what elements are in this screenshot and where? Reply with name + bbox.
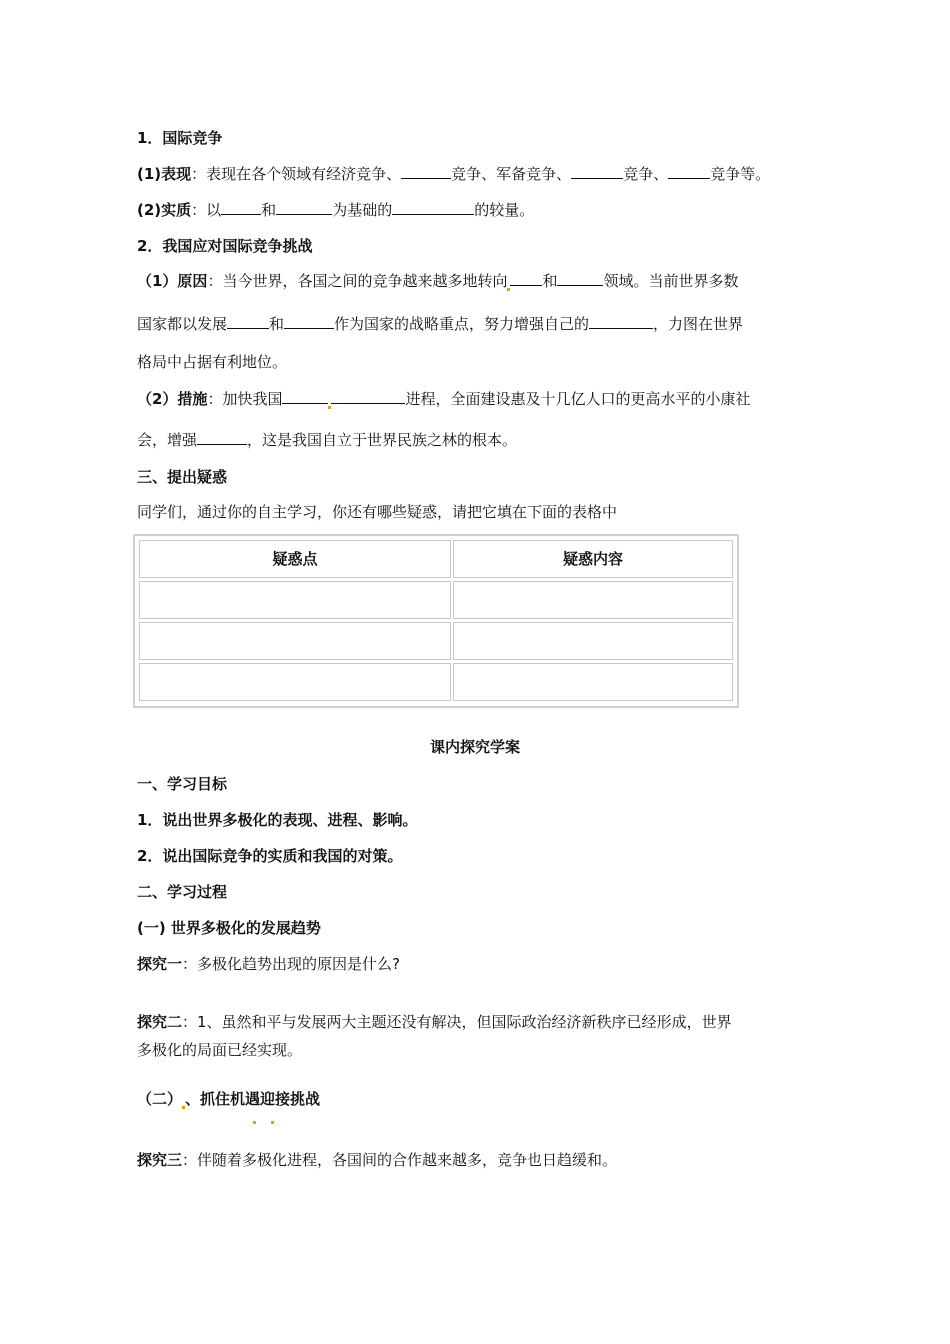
label-reason: （1）原因 <box>137 272 208 290</box>
label-essence: (2)实质 <box>137 201 192 219</box>
doubts-intro: 同学们，通过你的自主学习，你还有哪些疑惑，请把它填在下面的表格中 <box>137 503 618 521</box>
table-cell[interactable] <box>453 663 733 701</box>
section-heading-doubts: 三、提出疑惑 <box>137 468 228 486</box>
mark-dot <box>271 1121 274 1124</box>
text: 竞争等。 <box>710 165 771 183</box>
fill-blank[interactable] <box>197 430 247 445</box>
text: ，力图在世界 <box>653 315 744 333</box>
text: 和 <box>542 272 558 290</box>
text: 和 <box>269 315 285 333</box>
table-header-doubt-content: 疑惑内容 <box>453 540 733 578</box>
paragraph-manifestation <box>137 164 770 184</box>
section-title-inclass: 课内探究学案 <box>429 738 520 756</box>
text: ：加快我国 <box>207 390 283 408</box>
fill-blank[interactable] <box>571 164 623 179</box>
part-2-number: （二） <box>137 1090 183 1108</box>
heading-process: 二、学习过程 <box>137 883 228 901</box>
paragraph-reason <box>137 271 738 291</box>
text: ，这是我国自立于世界民族之林的根本。 <box>247 431 518 449</box>
mark-dot <box>253 1121 256 1124</box>
text: ：表现在各个领域有经济竞争、 <box>191 165 402 183</box>
text: 会，增强 <box>137 431 198 449</box>
explore-3 <box>137 1150 617 1170</box>
explore-2-label: 探究二 <box>137 1013 183 1031</box>
text: 国家都以发展 <box>137 315 228 333</box>
heading-part-2 <box>137 1089 320 1109</box>
paragraph-measures <box>137 389 750 409</box>
heading-part-1: (一) 世界多极化的发展趋势 <box>137 919 321 937</box>
paragraph-measures-cont <box>137 430 517 450</box>
fill-blank[interactable] <box>227 314 269 329</box>
fill-blank[interactable] <box>221 200 261 215</box>
mark-dot <box>328 406 331 409</box>
fill-blank[interactable] <box>668 164 710 179</box>
text: 为基础的 <box>332 201 393 219</box>
fill-blank[interactable] <box>276 200 332 215</box>
table-cell[interactable] <box>453 622 733 660</box>
label-manifestation: (1)表现 <box>137 165 192 183</box>
paragraph-essence <box>137 200 534 220</box>
fill-blank[interactable] <box>284 314 334 329</box>
text: 作为国家的战略重点，努力增强自己的 <box>334 315 590 333</box>
section-heading-response: 2．我国应对国际竞争挑战 <box>137 237 313 255</box>
fill-blank[interactable] <box>401 164 451 179</box>
explore-3-label: 探究三 <box>137 1151 183 1169</box>
text: ：以 <box>191 201 222 219</box>
explore-2 <box>137 1012 732 1032</box>
goal-item-1: 1．说出世界多极化的表现、进程、影响。 <box>137 811 418 829</box>
text: 进程，全面建设惠及十几亿人口的更高水平的小康社 <box>405 390 751 408</box>
fill-blank[interactable] <box>557 271 603 286</box>
fill-blank[interactable] <box>331 389 405 404</box>
text: 领域。当前世界多数 <box>603 272 739 290</box>
text: 竞争、 <box>623 165 669 183</box>
explore-1-label: 探究一 <box>137 955 183 973</box>
fill-blank[interactable] <box>392 200 474 215</box>
text: ：当今世界，各国之间的竞争越来越多地转向 <box>207 272 508 290</box>
explore-2-text: ：1、虽然和平与发展两大主题还没有解决，但国际政治经济新秩序已经形成，世界 <box>182 1013 732 1031</box>
paragraph-reason-cont <box>137 314 743 334</box>
section-heading-intl-competition: 1．国际竞争 <box>137 129 223 147</box>
label-measures: （2）措施 <box>137 390 208 408</box>
text: 和 <box>261 201 277 219</box>
explore-1-text: ：多极化趋势出现的原因是什么? <box>182 955 400 973</box>
paragraph-reason-end: 格局中占据有利地位。 <box>137 353 288 371</box>
text: 竞争、军备竞争、 <box>451 165 572 183</box>
goal-item-2: 2．说出国际竞争的实质和我国的对策。 <box>137 847 403 865</box>
explore-1 <box>137 954 400 974</box>
fill-blank[interactable] <box>589 314 653 329</box>
table-cell[interactable] <box>139 663 451 701</box>
mark-dot <box>507 288 510 291</box>
table-header-doubt-point: 疑惑点 <box>139 540 451 578</box>
heading-goals: 一、学习目标 <box>137 775 228 793</box>
explore-2-cont: 多极化的局面已经实现。 <box>137 1041 303 1059</box>
text: 的较量。 <box>474 201 535 219</box>
part-2-title: 、抓住机遇迎接挑战 <box>185 1090 321 1108</box>
explore-3-text: ：伴随着多极化进程，各国间的合作越来越多，竞争也日趋缓和。 <box>182 1151 618 1169</box>
table-cell[interactable] <box>139 581 451 619</box>
table-cell[interactable] <box>139 622 451 660</box>
fill-blank[interactable] <box>282 389 328 404</box>
fill-blank[interactable] <box>510 271 542 286</box>
doubts-table <box>133 534 739 708</box>
table-cell[interactable] <box>453 581 733 619</box>
